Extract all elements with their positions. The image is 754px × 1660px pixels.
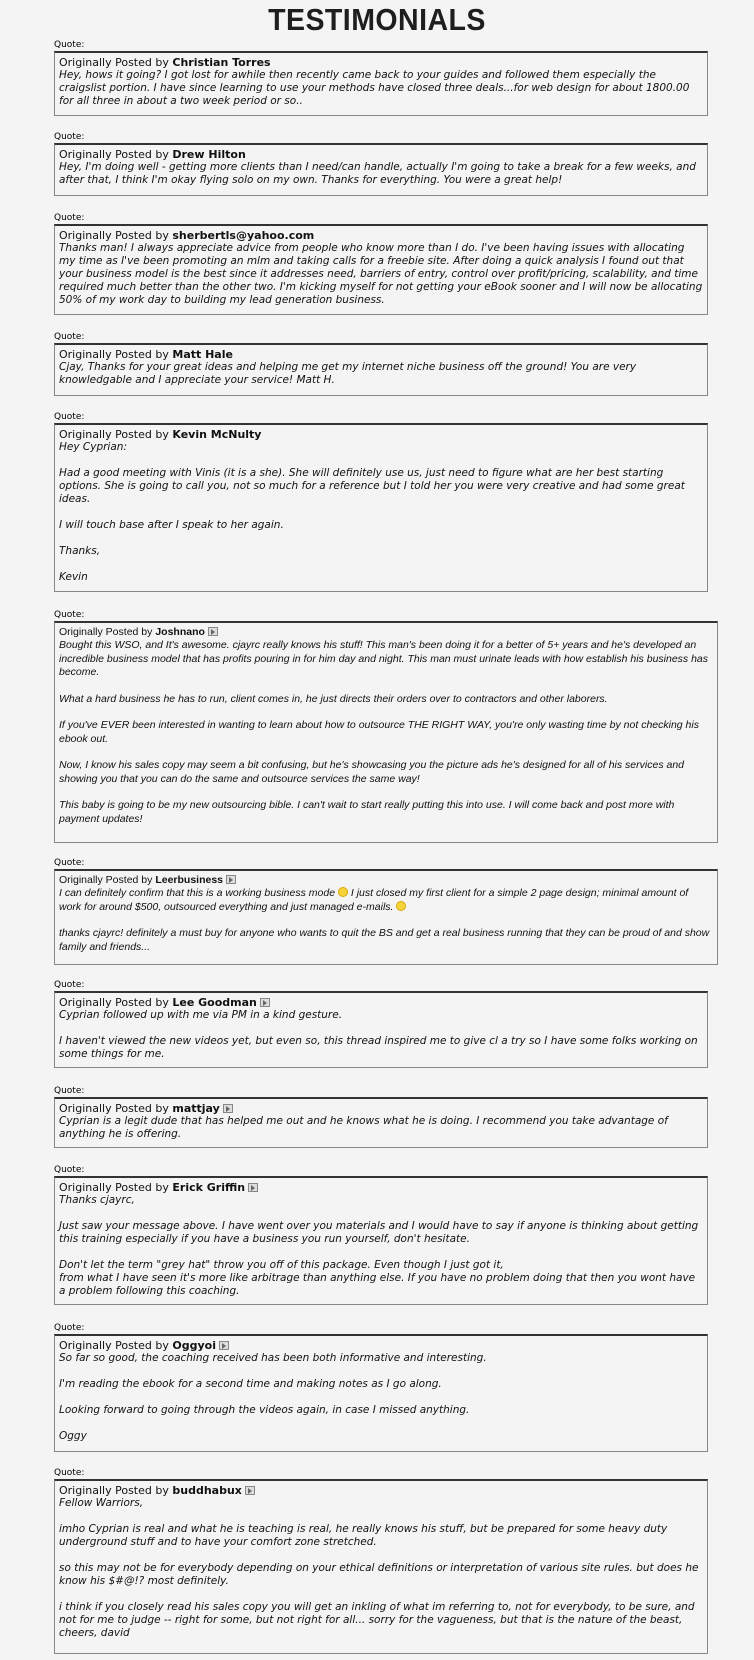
quote-label: Quote:	[54, 40, 85, 50]
quote-label: Quote:	[54, 1468, 85, 1478]
author-name[interactable]: Kevin McNulty	[172, 428, 262, 441]
quote-label: Quote:	[54, 132, 85, 142]
testimonial-kevin-mcnulty	[54, 412, 708, 592]
quote-label: Quote:	[54, 1086, 85, 1096]
testimonial-buddhabux	[54, 1468, 708, 1654]
author-name[interactable]: Erick Griffin	[172, 1181, 246, 1194]
author-name[interactable]: Matt Hale	[172, 348, 233, 361]
quote-label: Quote:	[54, 980, 85, 990]
quote-label: Quote:	[54, 332, 85, 342]
quote-text: Hey, I'm doing well - getting more clients than I need/can handle, actually I'm going to take a break for a few weeks, and after that, I think I'm okay flying solo on my own. Thanks for everything. You were a great help!	[59, 161, 696, 186]
posted-by: Originally Posted by Leerbusiness	[59, 874, 713, 887]
testimonial-joshnano	[54, 610, 718, 843]
quote-text: Fellow Warriors, imho Cyprian is real and what he is teaching is real, he really knows his stuff, but be prepared for some heavy duty underground stuff and to have your comfort zone stretched. so this may not be for everybody depending on your ethical definitions or interpretation of various site rules. but does he know his $#@!? most definitely. i think if you closely read his sales copy you will get an inkling of what im referring to, not for everybody, to be sure, and not for me to judge -- right for some, but not right for all... sorry for the vagueness, but that is the nature of the beast, cheers, david	[59, 1497, 699, 1639]
quote-text: Hey, hows it going? I got lost for awhile then recently came back to your guides and followed them especially the craigslist portion. I have since learning to use your methods have closed three deals...for web design for about 1800.00 for all three in about a two week period or so..	[59, 69, 690, 107]
testimonial-lee-goodman	[54, 980, 708, 1068]
view-post-icon[interactable]	[223, 1104, 233, 1113]
view-post-icon[interactable]	[208, 627, 218, 636]
quote-box	[54, 1097, 708, 1148]
author-name[interactable]: Lee Goodman	[172, 996, 257, 1009]
page-title: TESTIMONIALS	[268, 2, 486, 37]
quote-box	[54, 621, 718, 843]
smiley-icon	[338, 887, 348, 897]
quote-label: Quote:	[54, 412, 85, 422]
quote-label: Quote:	[54, 610, 85, 620]
view-post-icon[interactable]	[245, 1486, 255, 1495]
quote-label: Quote:	[54, 1323, 85, 1333]
testimonial-christian-torres	[54, 40, 708, 116]
quote-box	[54, 51, 708, 116]
posted-by: Originally Posted by Matt Hale	[59, 348, 233, 361]
posted-by: Originally Posted by Christian Torres	[59, 56, 271, 69]
author-name[interactable]: Leerbusiness	[155, 874, 224, 886]
testimonial-erick-griffin	[54, 1165, 708, 1305]
quote-box	[54, 1176, 708, 1305]
quote-box	[54, 343, 708, 396]
testimonial-oggyoi	[54, 1323, 708, 1452]
testimonial-leerbusiness	[54, 858, 718, 965]
quote-text: Cyprian followed up with me via PM in a kind gesture. I haven't viewed the new videos yet, but even so, this thread inspired me to give cl a try so I have some folks working on some things for me.	[59, 1009, 698, 1060]
posted-by: Originally Posted by buddhabux	[59, 1484, 703, 1497]
posted-by: Originally Posted by Joshnano	[59, 626, 713, 639]
testimonial-matt-hale	[54, 332, 708, 396]
quote-box	[54, 1479, 708, 1654]
testimonial-mattjay	[54, 1086, 708, 1148]
posted-by: Originally Posted by Kevin McNulty	[59, 428, 262, 441]
posted-by: Originally Posted by mattjay	[59, 1102, 703, 1115]
testimonial-sherbertls	[54, 213, 708, 315]
author-name[interactable]: buddhabux	[172, 1484, 242, 1497]
quote-text: Bought this WSO, and It's awesome. cjayrc really knows his stuff! This man's been doing it for a better of 5+ years and he's developed an incredible business model that has profits pouring in for him day and night. This man must urinate leads with how establish his business has become. What a hard business he has to run, client comes in, he just directs their orders over to contractors and other laborers. If you've EVER been interested in wanting to learn about how to outsource THE RIGHT WAY, you're only wasting time by not checking his ebook out. Now, I know his sales copy may seem a bit confusing, but he's showcasing you the picture ads he's designed for all of his services and showing you that you can do the same and outsource services the same way! This baby is going to be my new outsourcing bible. I can't wait to start really putting this into use. I will come back and post more with payment updates!	[59, 639, 709, 825]
quote-box	[54, 1334, 708, 1452]
quote-label: Quote:	[54, 858, 85, 868]
posted-by: Originally Posted by Drew Hilton	[59, 148, 246, 161]
posted-by: Originally Posted by sherbertls@yahoo.com	[59, 229, 315, 242]
view-post-icon[interactable]	[260, 998, 270, 1007]
view-post-icon[interactable]	[248, 1183, 258, 1192]
posted-by: Originally Posted by Erick Griffin	[59, 1181, 703, 1194]
view-post-icon[interactable]	[219, 1341, 229, 1350]
author-name[interactable]: sherbertls@yahoo.com	[172, 229, 315, 242]
posted-by: Originally Posted by Lee Goodman	[59, 996, 703, 1009]
quote-box	[54, 224, 708, 315]
quote-text: Hey Cyprian: Had a good meeting with Vinis (it is a she). She will definitely use us, just need to figure what are her best starting options. She is going to call you, not so much for a reference but I told her you were very creative and had some great ideas. I will touch base after I speak to her again. Thanks, Kevin	[59, 441, 685, 583]
view-post-icon[interactable]	[226, 875, 236, 884]
quote-label: Quote:	[54, 213, 85, 223]
author-name[interactable]: mattjay	[172, 1102, 220, 1115]
testimonial-drew-hilton	[54, 132, 708, 196]
quote-label: Quote:	[54, 1165, 85, 1175]
quote-text: Cjay, Thanks for your great ideas and helping me get my internet niche business off the ground! You are very knowledgable and I appreciate your service! Matt H.	[59, 361, 637, 386]
quote-box	[54, 423, 708, 592]
quote-box	[54, 869, 718, 965]
smiley-icon	[396, 901, 406, 911]
quote-text: Cyprian is a legit dude that has helped me out and he knows what he is doing. I recommend you take advantage of anything he is offering.	[59, 1115, 668, 1140]
quote-box	[54, 991, 708, 1068]
quote-text: I can definitely confirm that this is a working business mode I just closed my first client for a simple 2 page design; minimal amount of work for around $500, outsourced everything and just managed e-mails. thanks cjayrc! definitely a must buy for anyone who wants to quit the BS and get a real business running that they can be proud of and show family and friends...	[59, 887, 710, 953]
author-name[interactable]: Joshnano	[155, 626, 205, 638]
quote-text: Thanks man! I always appreciate advice from people who know more than I do. I've been having issues with allocating my time as I've been promoting an mlm and taking calls for a freebie site. After doing a quick analysis I found out that your business model is the best since it addresses need, barriers of entry, control over profit/pricing, scalability, and time required much better than the other two. I'm kicking myself for not getting your eBook sooner and I will now be allocating 50% of my work day to building my lead generation business.	[59, 242, 703, 306]
author-name[interactable]: Oggyoi	[172, 1339, 216, 1352]
author-name[interactable]: Drew Hilton	[172, 148, 246, 161]
quote-box	[54, 143, 708, 196]
quote-text: So far so good, the coaching received has been both informative and interesting. I'm reading the ebook for a second time and making notes as I go along. Looking forward to going through the videos again, in case I missed anything. Oggy	[59, 1352, 487, 1442]
quote-text: Thanks cjayrc, Just saw your message above. I have went over you materials and I would have to say if anyone is thinking about getting this training especially if you have a business you run yourself, don't hesitate. Don't let the term "grey hat" throw you off of this package. Even though I just got it, from what I have seen it's more like arbitrage than anything else. If you have no problem doing that then you wont have a problem following this coaching.	[59, 1194, 699, 1297]
posted-by: Originally Posted by Oggyoi	[59, 1339, 703, 1352]
author-name[interactable]: Christian Torres	[172, 56, 271, 69]
